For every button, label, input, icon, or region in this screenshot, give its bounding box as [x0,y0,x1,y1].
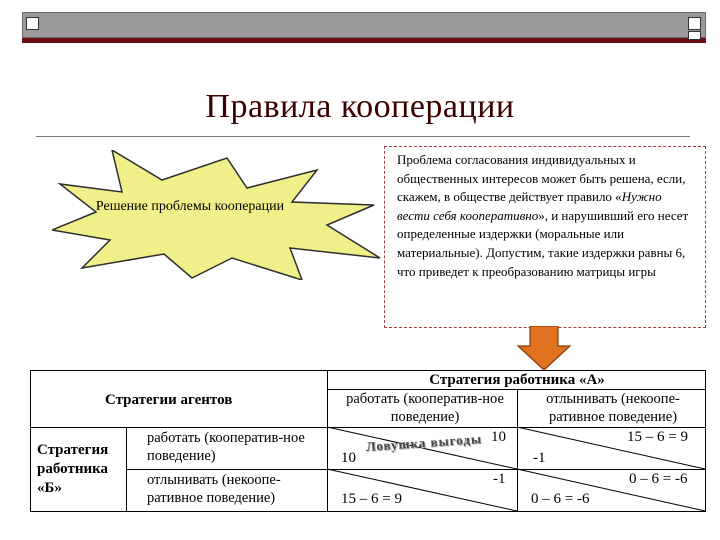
corner-square-right-lower [688,31,701,40]
a-option-work: работать (кооператив-ное поведение) [346,391,504,425]
payoff-r2c2-bottom: 0 – 6 = -6 [531,491,590,507]
note-text-end: », и нарушивший его несет определенные издержки (моральные или материальные). Допустим, такие издержки равны 6, что приведет к преобразованию матрицы игры [397,207,689,279]
corner-square-left [26,17,39,30]
payoff-r1c1-top: 10 [491,429,506,445]
burst-label: Решение проблемы кооперации [95,199,285,214]
note-rule-italic: Нужно вести себя кооперативно [397,189,662,223]
payoff-r2c1-bottom: 15 – 6 = 9 [341,491,402,507]
corner-square-right [688,17,701,30]
header-worker-a: Стратегия работника «А» [429,372,605,388]
payoff-r2c1-top: -1 [493,471,506,487]
slide-title: Правила кооперации [205,88,515,125]
note-text-start: Проблема согласования индивидуальных и общественных интересов может быть решена, если, скажем, в обществе действует правило « [397,152,686,205]
top-bar [22,12,706,38]
payoff-r2c2-top: 0 – 6 = -6 [629,471,688,487]
payoff-r1c2-bottom: -1 [533,450,546,466]
header-agents: Стратегии агентов [105,392,233,408]
title-underline [36,136,690,137]
note-box [384,146,706,328]
header-worker-b: Стратегия работника «Б» [37,442,109,496]
trap-wordart: Ловушка выгоды [365,431,483,455]
top-bar-stripe [22,38,706,43]
explosion-burst-shape [52,150,382,280]
b-option-work: работать (кооператив-ное поведение) [147,430,305,464]
down-arrow-icon [516,326,572,372]
payoff-r1c1-bottom: 10 [341,450,356,466]
b-option-shirk: отлынивать (некоопе-ративное поведение) [147,472,281,506]
payoff-r1c2-top: 15 – 6 = 9 [627,429,688,445]
a-option-shirk: отлынивать (некоопе-ративное поведение) [546,391,680,425]
